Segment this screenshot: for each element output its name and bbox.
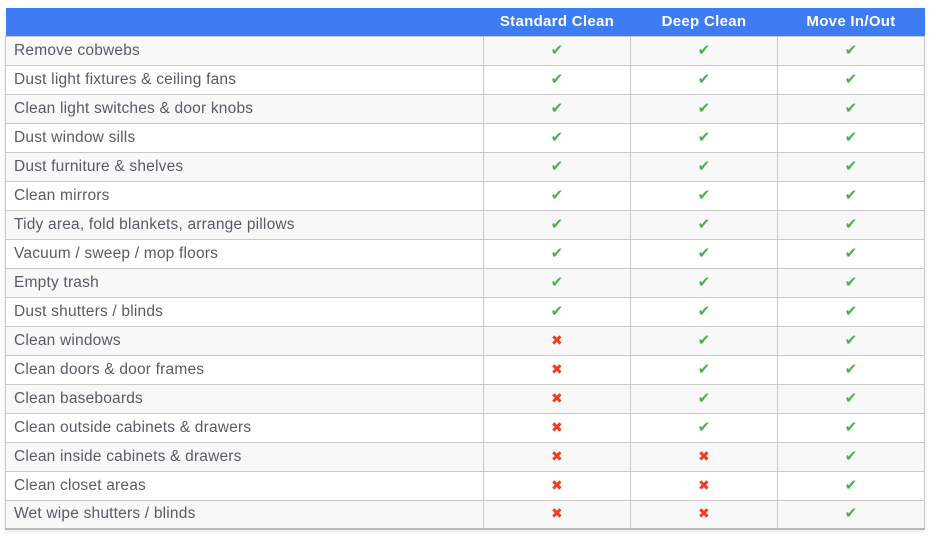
check-icon: ✔ — [697, 128, 711, 146]
check-icon: ✔ — [844, 418, 858, 436]
cleaning-comparison-table — [5, 8, 925, 530]
mark-cell — [631, 210, 778, 239]
task-cell: Dust furniture & shelves — [6, 152, 484, 181]
table-row — [6, 210, 925, 239]
table-row — [6, 239, 925, 268]
check-icon: ✔ — [697, 41, 711, 59]
check-icon: ✔ — [550, 99, 564, 117]
mark-cell — [631, 36, 778, 65]
table-row — [6, 355, 925, 384]
mark-cell — [778, 210, 925, 239]
cross-icon: ✖ — [698, 476, 710, 493]
check-icon: ✔ — [550, 41, 564, 59]
check-icon: ✔ — [844, 186, 858, 204]
task-column-header — [6, 8, 484, 36]
table-row — [6, 152, 925, 181]
mark-cell — [778, 181, 925, 210]
mark-cell — [778, 65, 925, 94]
check-icon: ✔ — [697, 331, 711, 349]
cross-icon: ✖ — [551, 331, 563, 348]
table-row — [6, 94, 925, 123]
check-icon: ✔ — [697, 157, 711, 175]
task-cell: Tidy area, fold blankets, arrange pillows — [6, 210, 484, 239]
mark-cell — [484, 268, 631, 297]
check-icon: ✔ — [550, 302, 564, 320]
comparison-table-body — [6, 36, 925, 529]
mark-cell — [631, 297, 778, 326]
check-icon: ✔ — [550, 215, 564, 233]
header-row — [6, 8, 925, 36]
check-icon: ✔ — [550, 128, 564, 146]
mark-cell — [631, 181, 778, 210]
mark-cell — [778, 326, 925, 355]
mark-cell — [778, 152, 925, 181]
check-icon: ✔ — [844, 128, 858, 146]
check-icon: ✔ — [697, 70, 711, 88]
check-icon: ✔ — [844, 302, 858, 320]
task-cell: Clean windows — [6, 326, 484, 355]
check-icon: ✔ — [697, 186, 711, 204]
check-icon: ✔ — [844, 99, 858, 117]
mark-cell — [631, 384, 778, 413]
check-icon: ✔ — [844, 41, 858, 59]
task-cell: Clean baseboards — [6, 384, 484, 413]
mark-cell — [778, 123, 925, 152]
mark-cell — [484, 326, 631, 355]
task-cell: Clean inside cabinets & drawers — [6, 442, 484, 471]
check-icon: ✔ — [550, 157, 564, 175]
mark-cell — [631, 500, 778, 529]
mark-cell — [631, 65, 778, 94]
mark-cell — [631, 152, 778, 181]
mark-cell — [778, 471, 925, 500]
check-icon: ✔ — [844, 389, 858, 407]
cross-icon: ✖ — [698, 447, 710, 464]
table-row — [6, 413, 925, 442]
check-icon: ✔ — [697, 99, 711, 117]
cross-icon: ✖ — [551, 389, 563, 406]
table-row — [6, 500, 925, 529]
mark-cell — [631, 123, 778, 152]
mark-cell — [778, 239, 925, 268]
mark-cell — [484, 471, 631, 500]
cross-icon: ✖ — [551, 360, 563, 377]
check-icon: ✔ — [844, 215, 858, 233]
mark-cell — [631, 326, 778, 355]
check-icon: ✔ — [697, 360, 711, 378]
mark-cell — [484, 152, 631, 181]
cross-icon: ✖ — [551, 447, 563, 464]
table-row — [6, 326, 925, 355]
table-row — [6, 181, 925, 210]
table-row — [6, 65, 925, 94]
mark-cell — [484, 123, 631, 152]
check-icon: ✔ — [697, 244, 711, 262]
cleaning-services-comparison — [5, 8, 925, 530]
mark-cell — [631, 471, 778, 500]
mark-cell — [484, 355, 631, 384]
task-cell: Dust window sills — [6, 123, 484, 152]
task-cell: Dust shutters / blinds — [6, 297, 484, 326]
task-cell: Dust light fixtures & ceiling fans — [6, 65, 484, 94]
table-row — [6, 471, 925, 500]
table-row — [6, 384, 925, 413]
mark-cell — [631, 239, 778, 268]
task-cell: Clean doors & door frames — [6, 355, 484, 384]
check-icon: ✔ — [697, 215, 711, 233]
table-row — [6, 36, 925, 65]
task-cell: Wet wipe shutters / blinds — [6, 500, 484, 529]
check-icon: ✔ — [844, 273, 858, 291]
mark-cell — [631, 413, 778, 442]
check-icon: ✔ — [550, 244, 564, 262]
mark-cell — [778, 413, 925, 442]
check-icon: ✔ — [550, 70, 564, 88]
cross-icon: ✖ — [698, 505, 710, 522]
mark-cell — [484, 297, 631, 326]
table-row — [6, 297, 925, 326]
check-icon: ✔ — [844, 360, 858, 378]
task-cell: Clean light switches & door knobs — [6, 94, 484, 123]
task-cell: Empty trash — [6, 268, 484, 297]
mark-cell — [631, 94, 778, 123]
check-icon: ✔ — [844, 476, 858, 494]
table-row — [6, 442, 925, 471]
table-row — [6, 268, 925, 297]
check-icon: ✔ — [844, 505, 858, 523]
check-icon: ✔ — [844, 447, 858, 465]
mark-cell — [631, 268, 778, 297]
cross-icon: ✖ — [551, 476, 563, 493]
mark-cell — [484, 239, 631, 268]
mark-cell — [778, 94, 925, 123]
mark-cell — [778, 297, 925, 326]
check-icon: ✔ — [550, 186, 564, 204]
task-cell: Clean closet areas — [6, 471, 484, 500]
check-icon: ✔ — [844, 331, 858, 349]
mark-cell — [778, 268, 925, 297]
task-cell: Clean outside cabinets & drawers — [6, 413, 484, 442]
task-cell: Clean mirrors — [6, 181, 484, 210]
mark-cell — [778, 442, 925, 471]
task-cell: Remove cobwebs — [6, 36, 484, 65]
column-header-move-in-out: Move In/Out — [778, 8, 925, 36]
mark-cell — [631, 355, 778, 384]
mark-cell — [778, 384, 925, 413]
mark-cell — [484, 65, 631, 94]
mark-cell — [484, 94, 631, 123]
task-cell: Vacuum / sweep / mop floors — [6, 239, 484, 268]
mark-cell — [484, 413, 631, 442]
check-icon: ✔ — [844, 70, 858, 88]
cross-icon: ✖ — [551, 505, 563, 522]
mark-cell — [484, 181, 631, 210]
column-header-standard-clean: Standard Clean — [484, 8, 631, 36]
mark-cell — [778, 36, 925, 65]
mark-cell — [484, 442, 631, 471]
table-row — [6, 123, 925, 152]
check-icon: ✔ — [550, 273, 564, 291]
mark-cell — [778, 500, 925, 529]
mark-cell — [484, 210, 631, 239]
mark-cell — [484, 36, 631, 65]
check-icon: ✔ — [844, 157, 858, 175]
check-icon: ✔ — [697, 389, 711, 407]
cross-icon: ✖ — [551, 418, 563, 435]
mark-cell — [484, 384, 631, 413]
mark-cell — [778, 355, 925, 384]
check-icon: ✔ — [697, 418, 711, 436]
mark-cell — [631, 442, 778, 471]
check-icon: ✔ — [697, 273, 711, 291]
mark-cell — [484, 500, 631, 529]
check-icon: ✔ — [844, 244, 858, 262]
column-header-deep-clean: Deep Clean — [631, 8, 778, 36]
check-icon: ✔ — [697, 302, 711, 320]
